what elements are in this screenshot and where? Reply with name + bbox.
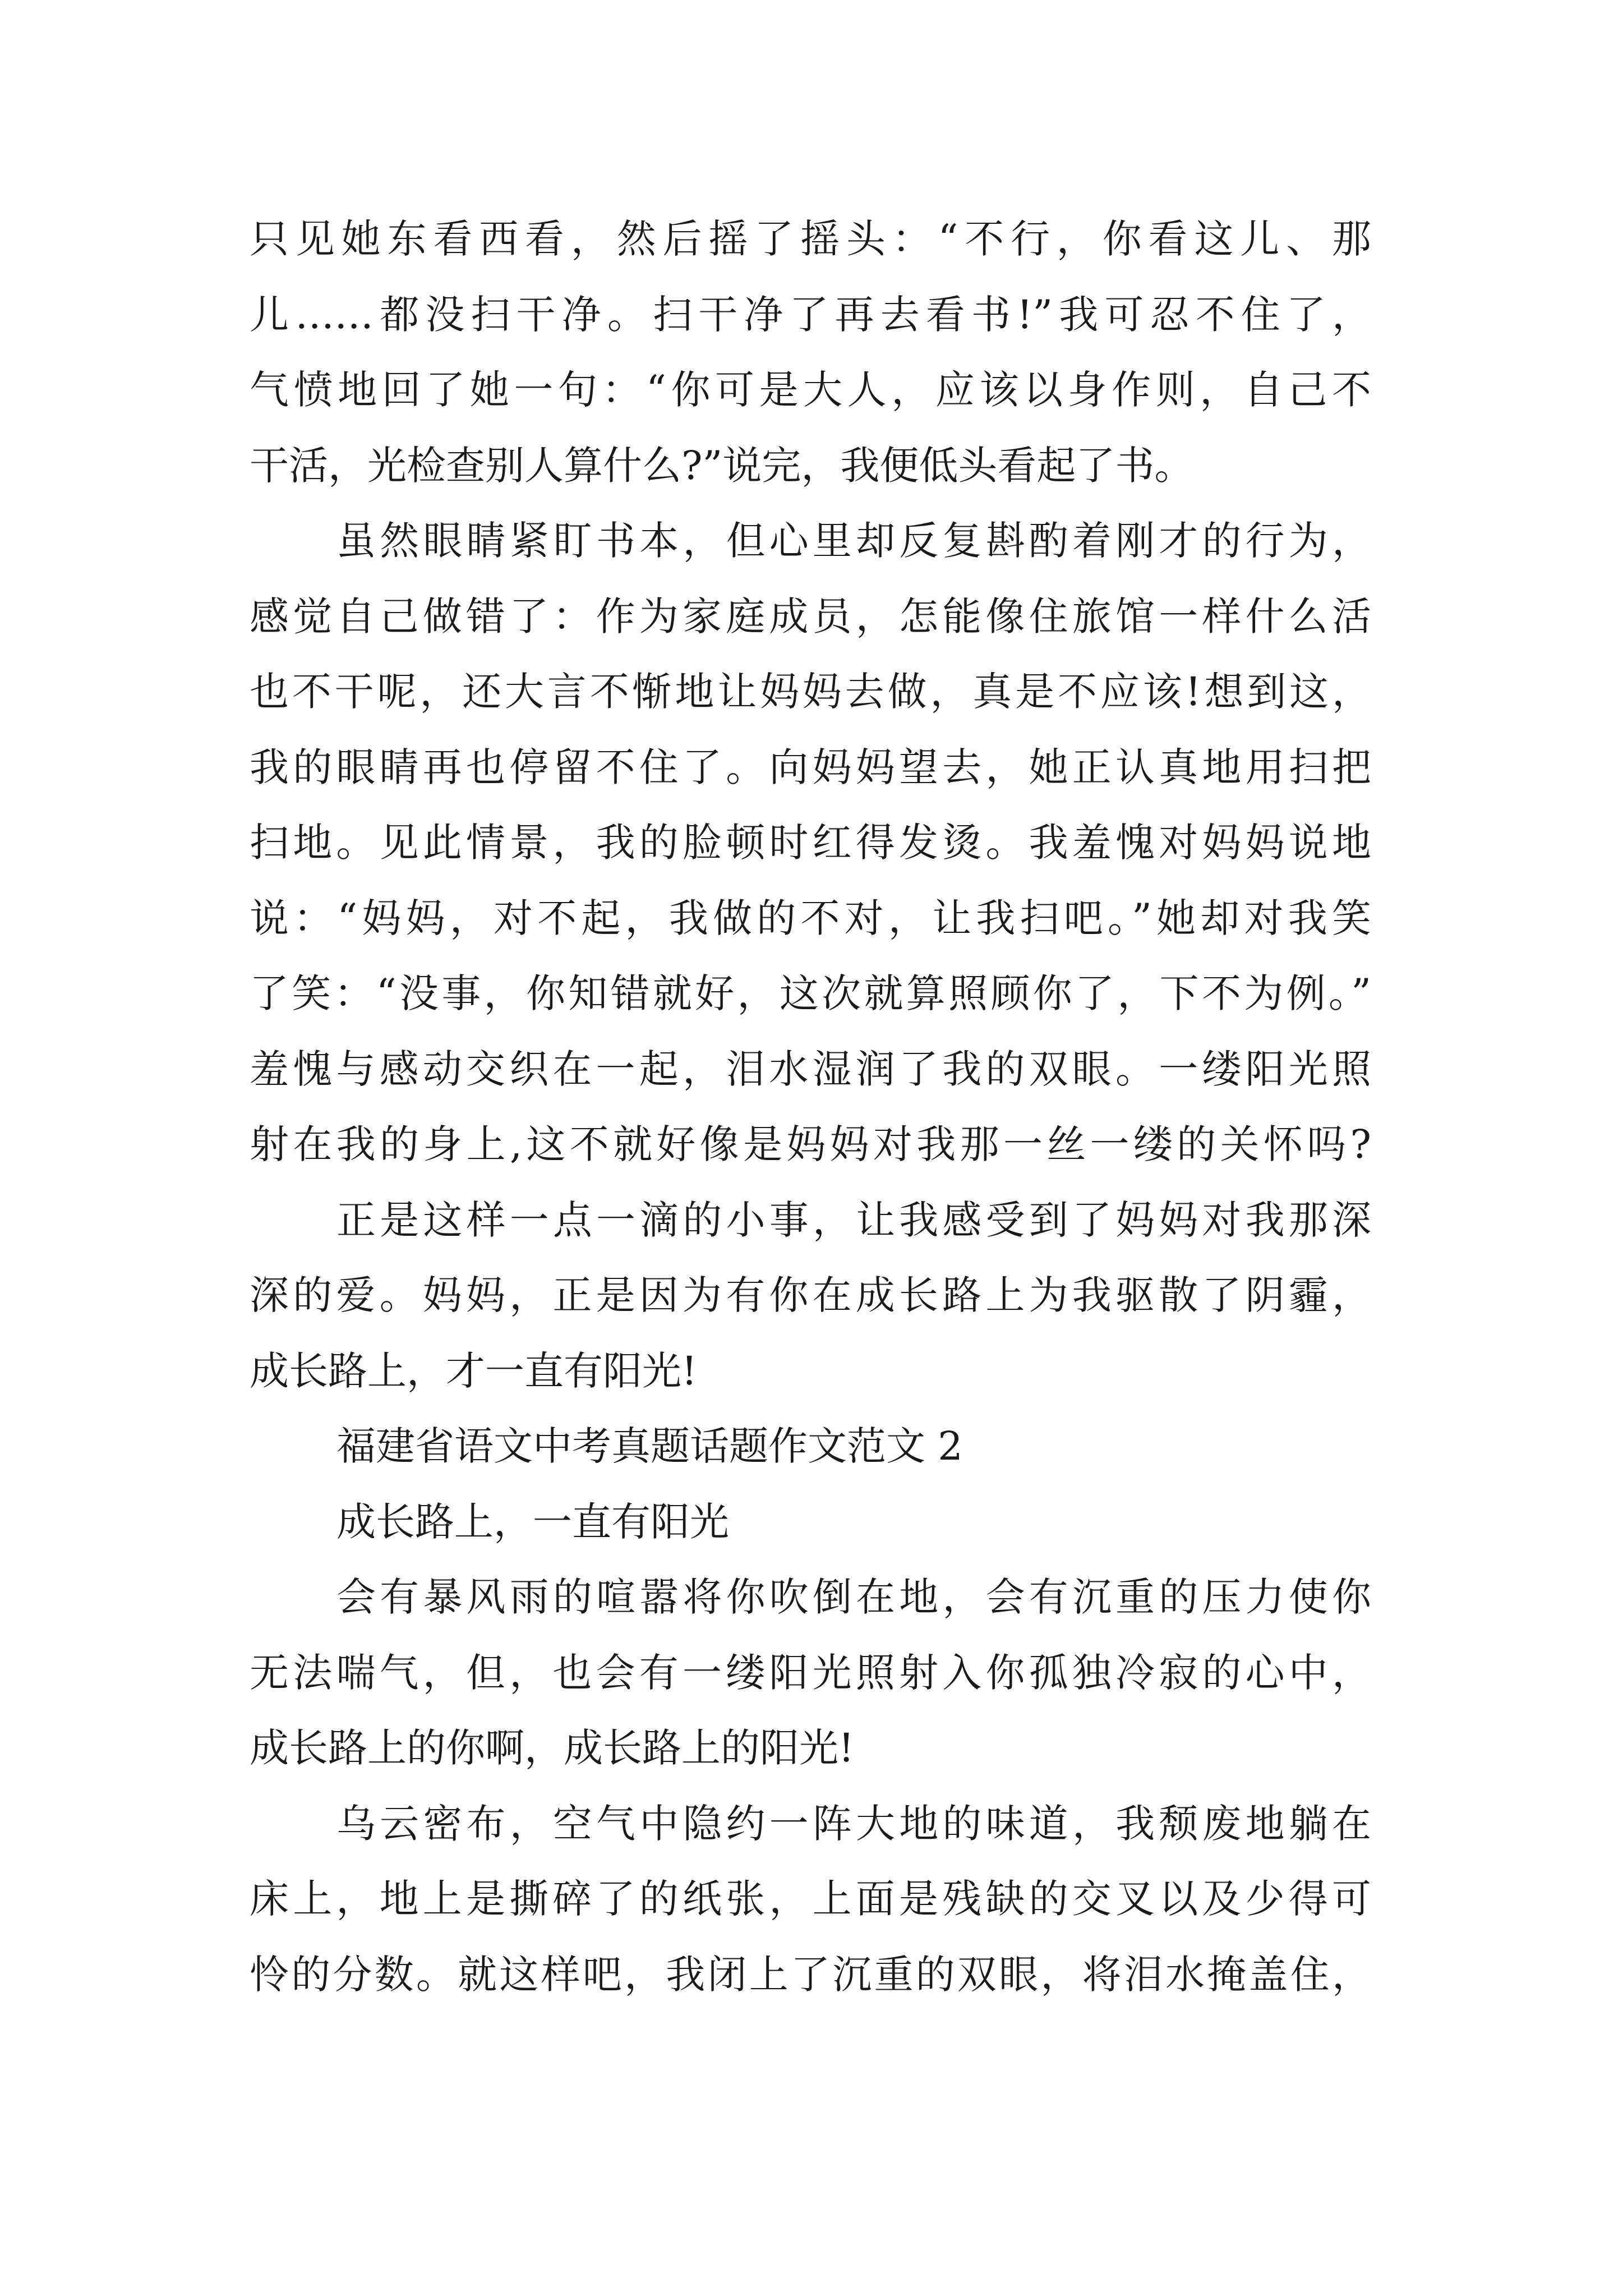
essay-title [250, 1484, 1371, 1560]
section-heading [250, 1409, 1371, 1484]
text-line: 我的眼睛再也停留不住了。向妈妈望去，她正认真地用扫把 [250, 744, 1371, 790]
body-text [250, 201, 1371, 2012]
heading-line: 福建省语文中考真题话题作文范文 2 [336, 1423, 963, 1469]
text-line: 也不干呢，还大言不惭地让妈妈去做，真是不应该!想到这， [250, 669, 1371, 715]
text-line: 儿……都没扫干净。扫干净了再去看书!”我可忍不住了， [250, 291, 1371, 338]
text-line: 正是这样一点一滴的小事，让我感受到了妈妈对我那深 [336, 1197, 1371, 1243]
text-line: 乌云密布，空气中隐约一阵大地的味道，我颓废地躺在 [336, 1800, 1371, 1847]
text-line: 说：“妈妈，对不起，我做的不对，让我扫吧。”她却对我笑 [250, 895, 1371, 941]
text-line: 虽然眼睛紧盯书本，但心里却反复斟酌着刚才的行为， [336, 518, 1371, 564]
text-line: 只见她东看西看，然后摇了摇头：“不行，你看这儿、那 [250, 216, 1371, 262]
text-line: 成长路上，才一直有阳光! [250, 1347, 698, 1394]
text-line: 扫地。见此情景，我的脸顿时红得发烫。我羞愧对妈妈说地 [250, 820, 1371, 866]
text-line: 无法喘气，但，也会有一缕阳光照射入你孤独冷寂的心中， [250, 1649, 1371, 1696]
paragraph [250, 1786, 1371, 2013]
title-line: 成长路上，一直有阳光 [336, 1498, 729, 1545]
paragraph [250, 503, 1371, 1182]
text-line: 羞愧与感动交织在一起，泪水湿润了我的双眼。一缕阳光照 [250, 1046, 1371, 1092]
text-line: 射在我的身上,这不就好像是妈妈对我那一丝一缕的关怀吗? [250, 1121, 1371, 1167]
text-line: 干活，光检查别人算什么?”说完，我便低头看起了书。 [250, 442, 1194, 489]
text-line: 感觉自己做错了：作为家庭成员，怎能像住旅馆一样什么活 [250, 593, 1371, 639]
paragraph [250, 1559, 1371, 1786]
paragraph [250, 1182, 1371, 1409]
text-line: 会有暴风雨的喧嚣将你吹倒在地，会有沉重的压力使你 [336, 1574, 1371, 1620]
text-line: 怜的分数。就这样吧，我闭上了沉重的双眼，将泪水掩盖住， [250, 1951, 1371, 1998]
text-line: 成长路上的你啊，成长路上的阳光! [250, 1725, 855, 1771]
text-line: 气愤地回了她一句：“你可是大人，应该以身作则，自己不 [250, 367, 1371, 413]
paragraph [250, 201, 1371, 503]
text-line: 了笑：“没事，你知错就好，这次就算照顾你了，下不为例。” [250, 970, 1371, 1016]
text-line: 床上，地上是撕碎了的纸张，上面是残缺的交叉以及少得可 [250, 1876, 1371, 1922]
text-line: 深的爱。妈妈，正是因为有你在成长路上为我驱散了阴霾， [250, 1272, 1371, 1318]
